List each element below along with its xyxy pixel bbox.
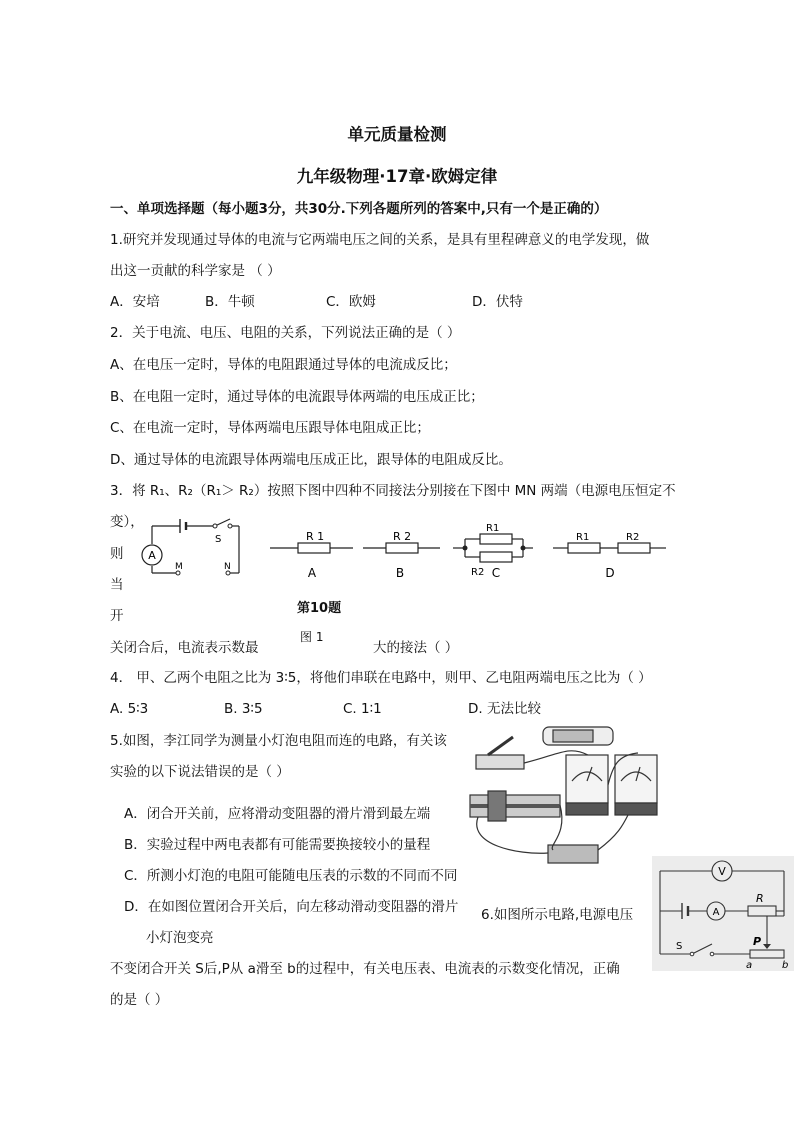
q5-option-d: D．在如图位置闭合开关后，向左移动滑动变阻器的滑片 [124, 899, 459, 915]
q3-figure-label: 图 1 [300, 630, 324, 644]
q3-n-label: N [224, 562, 231, 572]
q4-stem: 4． 甲、乙两个电阻之比为 3∶5，将他们串联在电路中，则甲、乙电阻两端电压之比为（ ） [110, 670, 652, 686]
q3-line2-start: 变）， [110, 514, 144, 530]
q6-resistor-label: R [756, 892, 764, 905]
q2-option-b: B、在电阻一定时，通过导体的电流跟导体两端的电压成正比； [110, 389, 484, 405]
page-subtitle: 九年级物理·17章·欧姆定律 [296, 167, 498, 186]
q3-figure-caption: 第10题 [297, 601, 342, 616]
q3-resistor-b-label: R 2 [393, 530, 412, 543]
q4-option-a: A. 5∶3 [110, 701, 149, 717]
q3-base-circuit [140, 515, 252, 595]
q5-option-b: B．实验过程中两电表都有可能需要换接较小的量程 [124, 837, 431, 853]
q5-option-d-continued: 小灯泡变亮 [146, 930, 214, 946]
q3-option-d-label: D [605, 566, 615, 580]
q6-line3: 的是（ ） [110, 992, 169, 1008]
q1-line2: 出这一贡献的科学家是 （ ） [110, 263, 281, 279]
q6-line1: 6.如图所示电路,电源电压 [481, 907, 634, 923]
q6-switch-label: S [676, 941, 683, 952]
q1-option-d: D．伏特 [472, 294, 523, 310]
q6-circuit-diagram [652, 856, 794, 971]
q5-option-a: A．闭合开关前，应将滑动变阻器的滑片滑到最左端 [124, 806, 431, 822]
q3-side-char-3: 开 [110, 608, 124, 624]
q3-resistor-c-r2-label: R2 [471, 567, 485, 578]
q3-option-b-label: B [395, 566, 405, 580]
q2-option-c: C、在电流一定时，导体两端电压跟导体电阻成正比； [110, 420, 430, 436]
q3-line-end-b: 大的接法（ ） [373, 640, 459, 656]
q3-option-c-label: C [491, 566, 501, 580]
q6-voltmeter-label: V [718, 865, 726, 878]
q3-m-label: M [175, 562, 183, 572]
q3-option-a-label: A [307, 566, 317, 580]
q4-option-c: C. 1∶1 [343, 701, 382, 717]
q6-slider-label: P [753, 935, 762, 948]
q2-option-a: A、在电压一定时，导体的电阻跟通过导体的电流成反比； [110, 357, 457, 373]
q3-resistor-a-label: R 1 [306, 530, 325, 543]
q3-resistor-d-r2-label: R2 [626, 532, 640, 543]
q3-switch-label: S [215, 534, 222, 545]
q3-side-char-1: 则 [110, 546, 124, 562]
q3-resistor-d-r1-label: R1 [576, 532, 590, 543]
q3-ammeter-label: A [148, 549, 156, 562]
q3-resistor-c-r1-label: R1 [486, 523, 500, 534]
q5-line2: 实验的以下说法错误的是（ ） [110, 764, 290, 780]
q6-ammeter-label: A [712, 907, 720, 918]
q3-line-end-a: 关闭合后，电流表示数最 [110, 640, 259, 656]
q3-side-char-2: 当 [110, 577, 124, 593]
section-heading: 一、单项选择题（每小题3分，共30分.下列各题所列的答案中,只有一个是正确的） [110, 201, 608, 217]
q3-line1: 3．将 R₁、R₂（R₁＞ R₂）按照下图中四种不同接法分别接在下图中 MN 两端（电源电压恒定不 [110, 483, 676, 499]
q5-apparatus-photo [458, 725, 658, 875]
page-title: 单元质量检测 [347, 125, 447, 144]
q6-terminal-a-label: a [746, 960, 753, 971]
q2-stem: 2．关于电流、电压、电阻的关系，下列说法正确的是（ ） [110, 325, 461, 341]
q4-option-b: B. 3∶5 [224, 701, 263, 717]
q2-option-d: D、通过导体的电流跟导体两端电压成正比，跟导体的电阻成反比。 [110, 452, 512, 468]
q1-option-a: A．安培 [110, 294, 160, 310]
q5-option-c: C．所测小灯泡的电阻可能随电压表的示数的不同而不同 [124, 868, 458, 884]
q1-option-b: B．牛顿 [205, 294, 255, 310]
q4-option-d: D. 无法比较 [468, 701, 541, 717]
q1-line1: 1.研究并发现通过导体的电流与它两端电压之间的关系，是具有里程碑意义的电学发现，做 [110, 232, 650, 248]
q3-resistor-options [268, 515, 668, 595]
q1-option-c: C．欧姆 [326, 294, 376, 310]
q5-line1: 5.如图，李江同学为测量小灯泡电阻而连的电路，有关该 [110, 733, 447, 749]
q6-line2: 不变闭合开关 S后,P从 a滑至 b的过程中，有关电压表、电流表的示数变化情况，正确 [110, 961, 620, 977]
q6-terminal-b-label: b [782, 960, 789, 971]
